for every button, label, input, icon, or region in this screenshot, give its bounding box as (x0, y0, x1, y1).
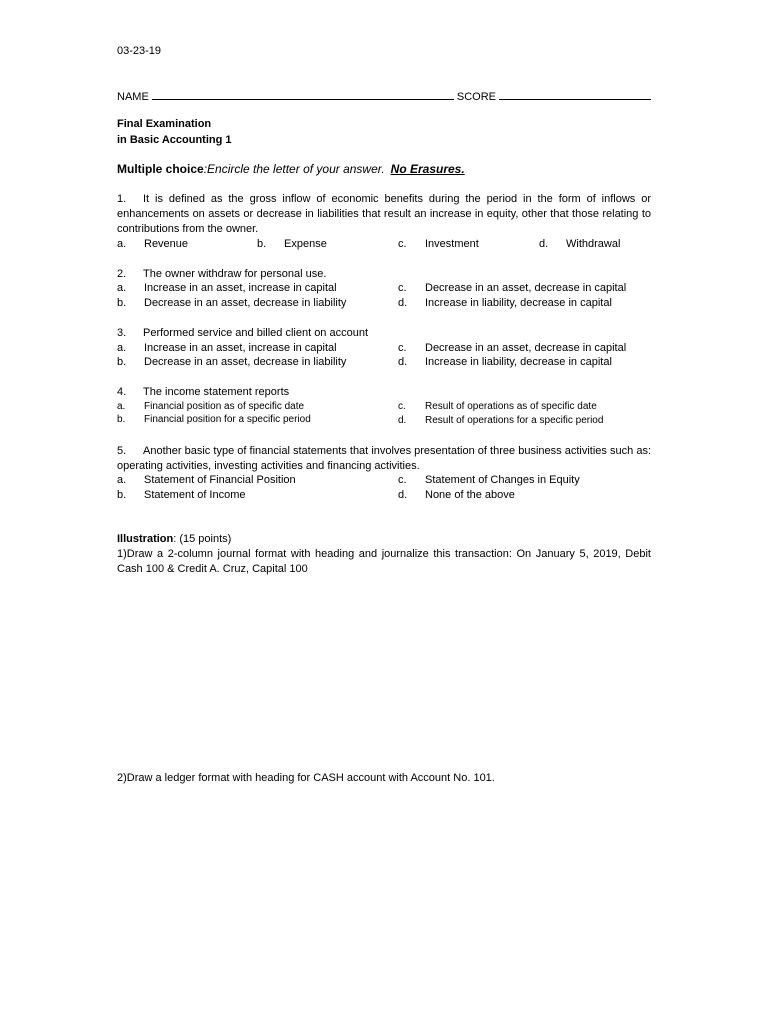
exam-date: 03-23-19 (117, 45, 162, 57)
illustration-item-2: 2)Draw a ledger format with heading for CASH account with Account No. 101. (117, 772, 495, 784)
name-blank-line (152, 89, 454, 100)
question-1-choice-c: c. Investment (398, 238, 479, 250)
question-5-choice-d: d. None of the above (398, 489, 515, 501)
exam-subtitle: in Basic Accounting 1 (117, 134, 232, 146)
question-2-choice-b: b. Decrease in an asset, decrease in liability (117, 297, 347, 309)
exam-title: Final Examination (117, 118, 212, 130)
question-1-choice-d: d. Withdrawal (539, 238, 621, 250)
illustration-item-1: 1)Draw a 2-column journal format with heading and journalize this transaction: On January 5, 2019, Debit Cash 100 & Credit A. Cruz, Capital 100 (117, 548, 651, 575)
question-3-stem: 3. Performed service and billed client on account (117, 327, 369, 339)
illustration-points: : (15 points) (173, 533, 232, 545)
question-2-choice-d: d. Increase in liability, decrease in capital (398, 297, 612, 309)
question-text: It is defined as the gross inflow of economic benefits during the period in the form of inflows or enhancements on assets or decrease in liabilities that result an increase in equity, other that those relating to contributions from the owner. (117, 193, 651, 235)
question-1-choice-a: a. Revenue (117, 238, 189, 250)
name-label: NAME (117, 91, 149, 103)
question-1-stem (117, 192, 651, 237)
question-5-choice-b: b. Statement of Income (117, 489, 246, 501)
score-label: SCORE (456, 91, 497, 103)
score-blank-line (499, 89, 651, 100)
question-number: 1. (117, 193, 127, 205)
illustration-label: Illustration (117, 533, 174, 545)
question-4-choice-d: d. Result of operations for a specific period (398, 415, 604, 426)
question-3-choice-a: a. Increase in an asset, increase in capital (117, 342, 337, 354)
question-4-choice-a: a. Financial position as of specific date (117, 401, 305, 412)
instructions-lead: Multiple choice (117, 162, 204, 176)
question-2-choice-c: c. Decrease in an asset, decrease in capital (398, 282, 627, 294)
question-4-stem: 4. The income statement reports (117, 386, 290, 398)
instructions-text: :Encircle the letter of your answer. (203, 162, 385, 176)
question-3-choice-c: c. Decrease in an asset, decrease in capital (398, 342, 627, 354)
question-3-choice-b: b. Decrease in an asset, decrease in liability (117, 356, 347, 368)
name-score-row (117, 89, 651, 103)
instructions-emphasis: No Erasures. (390, 162, 465, 176)
question-3-choice-d: d. Increase in liability, decrease in capital (398, 356, 612, 368)
question-2-stem: 2. The owner withdraw for personal use. (117, 268, 327, 280)
illustration-heading (117, 533, 231, 545)
question-5-stem: 5. Another basic type of financial statements that involves presentation of three business activities such as: operating activities, investing activities and financing activities. (117, 445, 651, 472)
question-4-choice-b: b. Financial position for a specific period (117, 414, 311, 425)
instructions (117, 162, 465, 176)
question-4-choice-c: c. Result of operations as of specific date (398, 401, 597, 412)
question-1-choice-b: b. Expense (257, 238, 327, 250)
question-2-choice-a: a. Increase in an asset, increase in capital (117, 282, 337, 294)
question-5-choice-c: c. Statement of Changes in Equity (398, 474, 580, 486)
question-5-choice-a: a. Statement of Financial Position (117, 474, 296, 486)
